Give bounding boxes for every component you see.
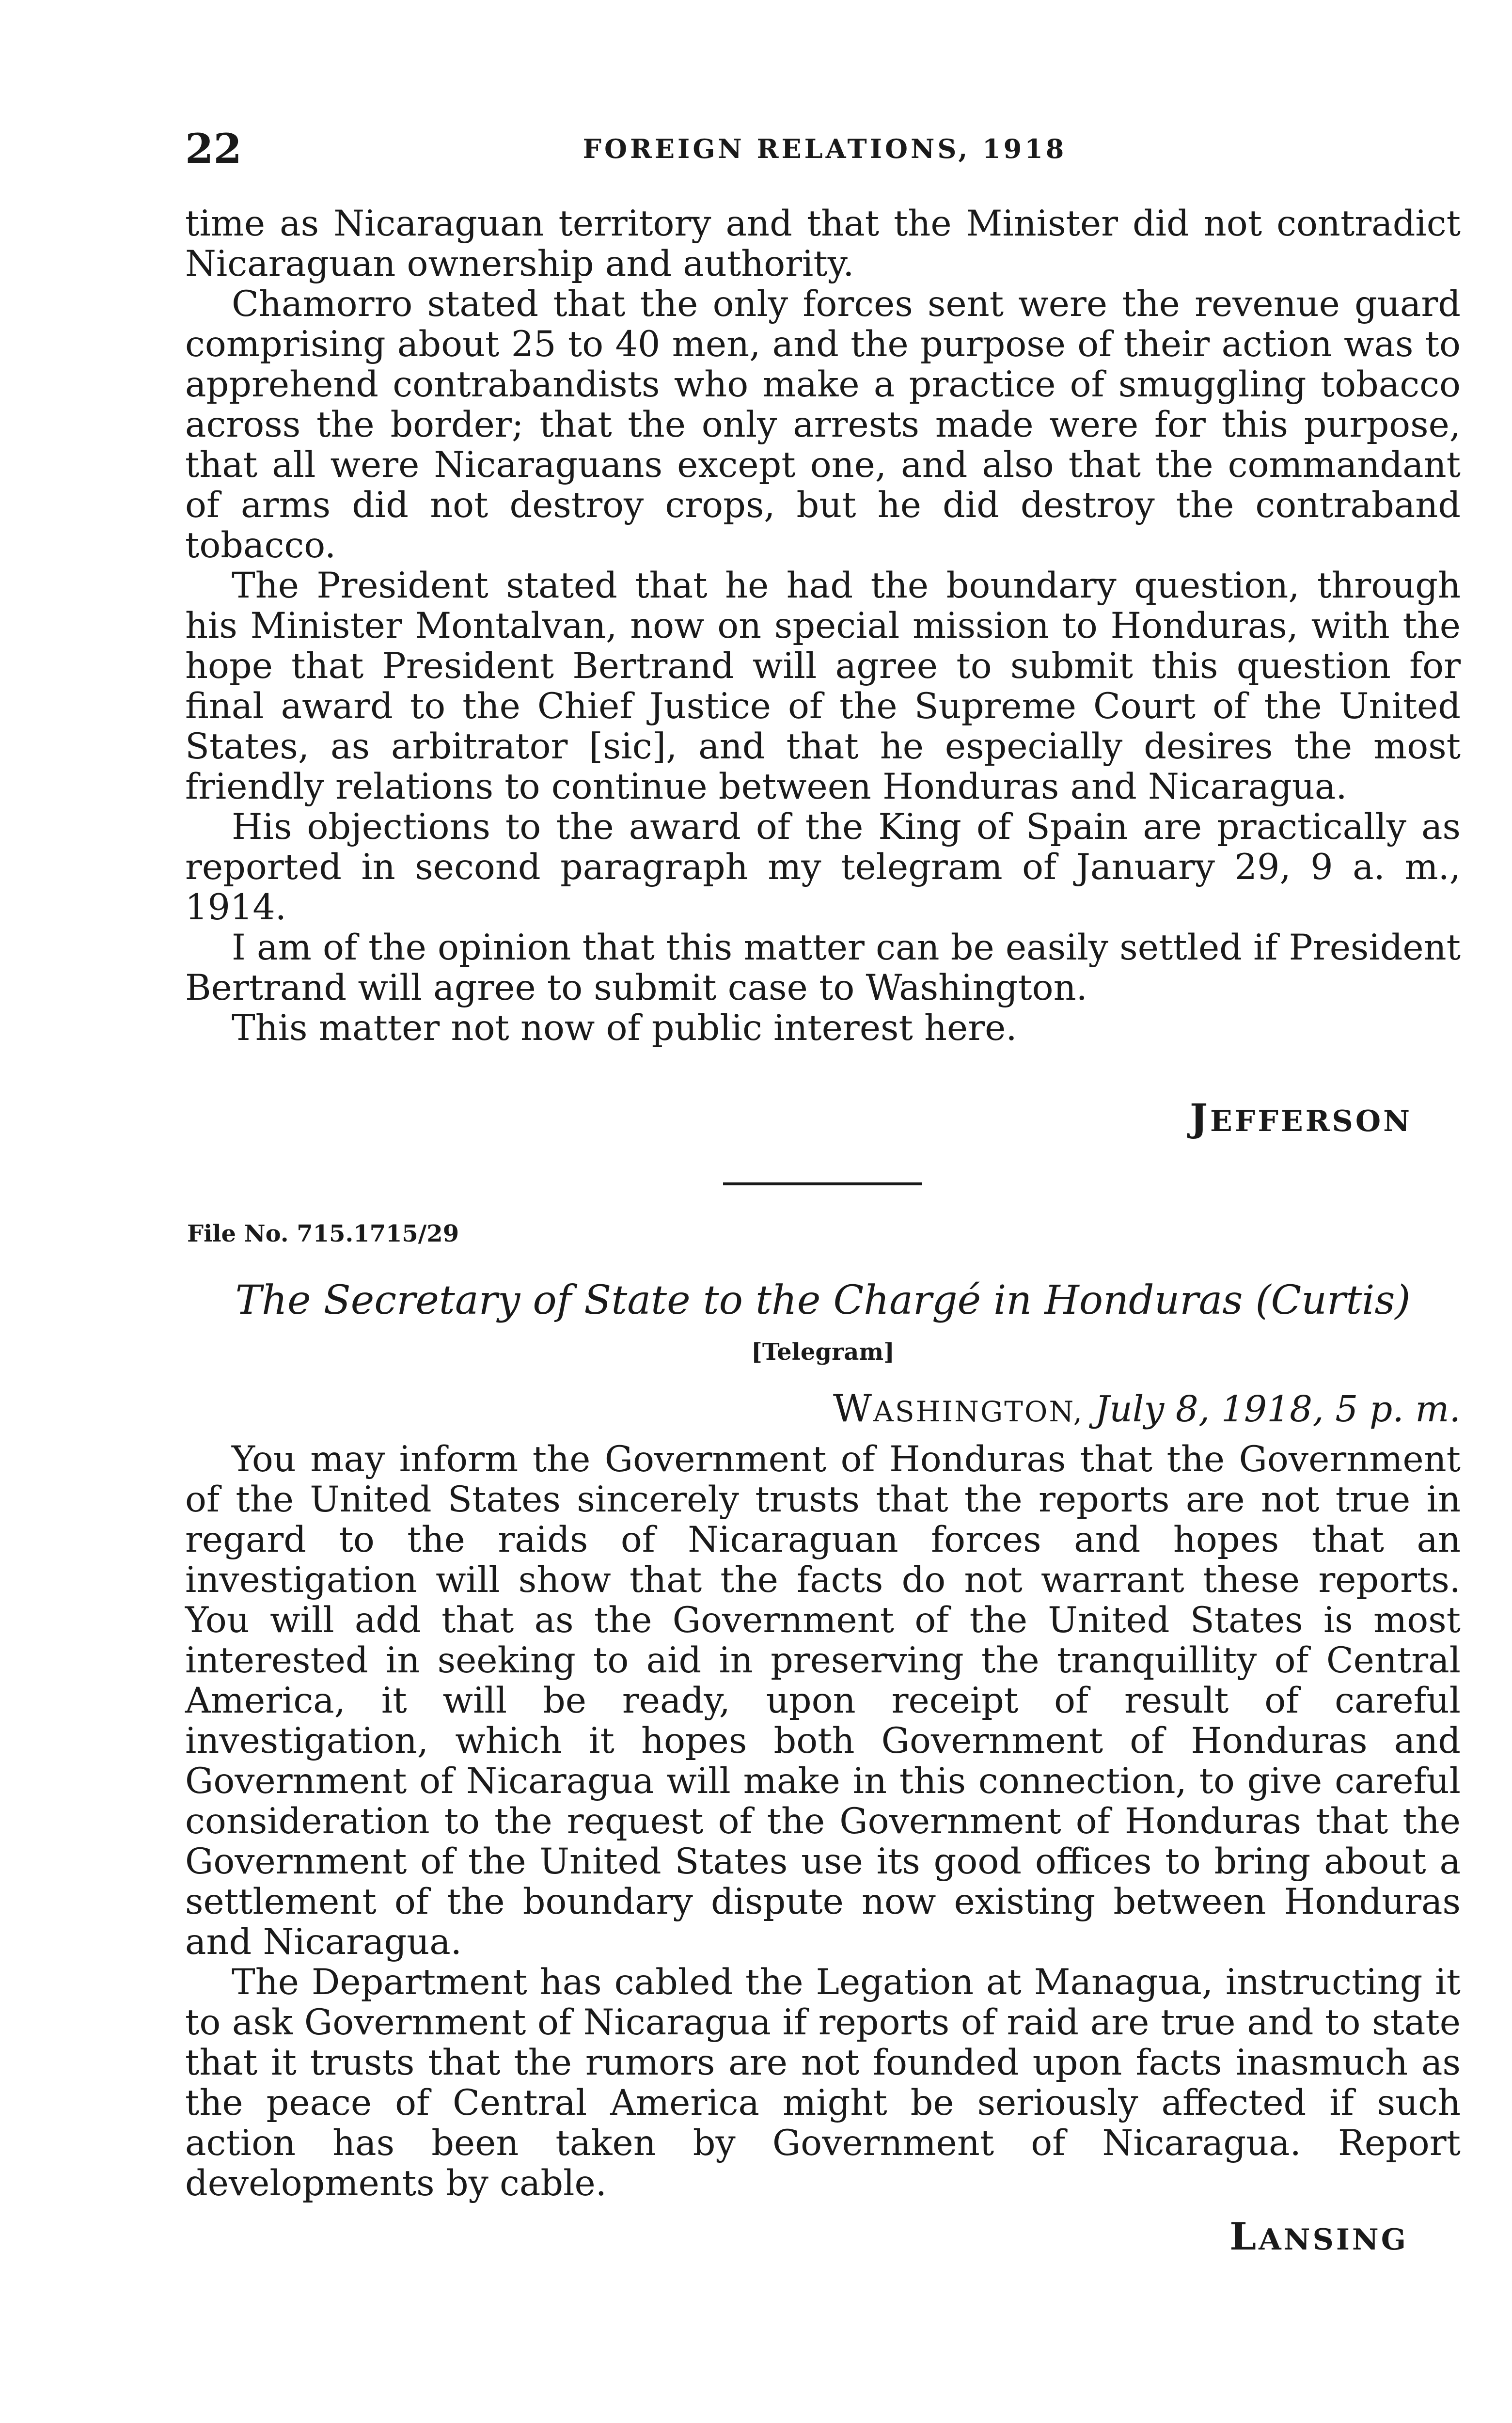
- page-number: 22: [185, 125, 242, 173]
- paragraph: This matter not now of public interest here.: [232, 1007, 1017, 1049]
- document-type: [Telegram]: [751, 1338, 895, 1366]
- paragraph: Chamorro stated that the only forces sent were the revenue guard comprising about 25 to 40 men, and the purpose of their action was to apprehend contrabandists who make a practice of smuggling tobacco across the border; that the only arrests made were for this purpose, that all were Nicaraguans except one, and also that the commandant of arms did not destroy crops, but he did destroy the contraband tobacco.: [185, 283, 1461, 566]
- dateline: [833, 1387, 1461, 1431]
- document-two-body: [185, 1439, 1461, 2203]
- paragraph: I am of the opinion that this matter can be easily settled if President Bertrand will agree to submit case to Washington.: [185, 927, 1461, 1008]
- file-number: File No. 715.1715/29: [187, 1220, 459, 1247]
- signature: LANSING: [1229, 2215, 1408, 2259]
- paragraph: The President stated that he had the boundary question, through his Minister Montalvan, now on special mission to Honduras, with the hope that President Bertrand will agree to submit this question for final award to the Chief Justice of the Supreme Court of the United States, as arbitrator [sic], and that he especially desires the most friendly relations to continue between Honduras and Nicaragua.: [185, 565, 1461, 807]
- signature: JEFFERSON: [1190, 1096, 1412, 1140]
- document-title: The Secretary of State to the Chargé in Honduras (Curtis): [235, 1277, 1411, 1323]
- paragraph: The Department has cabled the Legation at Managua, instructing it to ask Government of Nicaragua if reports of raid are true and to state that it trusts that the rumors are not founded upon facts inasmuch as the peace of Central America might be seriously affected if such action has been taken by Government of Nicaragua. Report developments by cable.: [185, 1962, 1461, 2204]
- dateline-date: July 8, 1918, 5 p. m.: [1095, 1388, 1461, 1430]
- paragraph: time as Nicaraguan territory and that the Minister did not contradict Nicaraguan ownership and authority.: [185, 203, 1461, 284]
- dateline-place: WASHINGTON,: [833, 1387, 1084, 1431]
- running-title: FOREIGN RELATIONS, 1918: [583, 133, 1067, 164]
- paragraph: You may inform the Government of Honduras that the Government of the United States sincerely trusts that the reports are not true in regard to the raids of Nicaraguan forces and hopes that an investigation will show that the facts do not warrant these reports. You will add that as the Government of the United States is most interested in seeking to aid in preserving the tranquillity of Central America, it will be ready, upon receipt of result of careful investigation, which it hopes both Government of Honduras and Government of Nicaragua will make in this connection, to give careful consideration to the request of the Government of Honduras that the Government of the United States use its good offices to bring about a settlement of the boundary dispute now existing between Honduras and Nicaragua.: [185, 1439, 1461, 1963]
- running-head: [185, 122, 1465, 175]
- paragraph: His objections to the award of the King of Spain are practically as reported in second paragraph my telegram of January 29, 9 a. m., 1914.: [185, 806, 1461, 928]
- letter-one-body: [185, 204, 1461, 1048]
- section-divider: [723, 1182, 922, 1185]
